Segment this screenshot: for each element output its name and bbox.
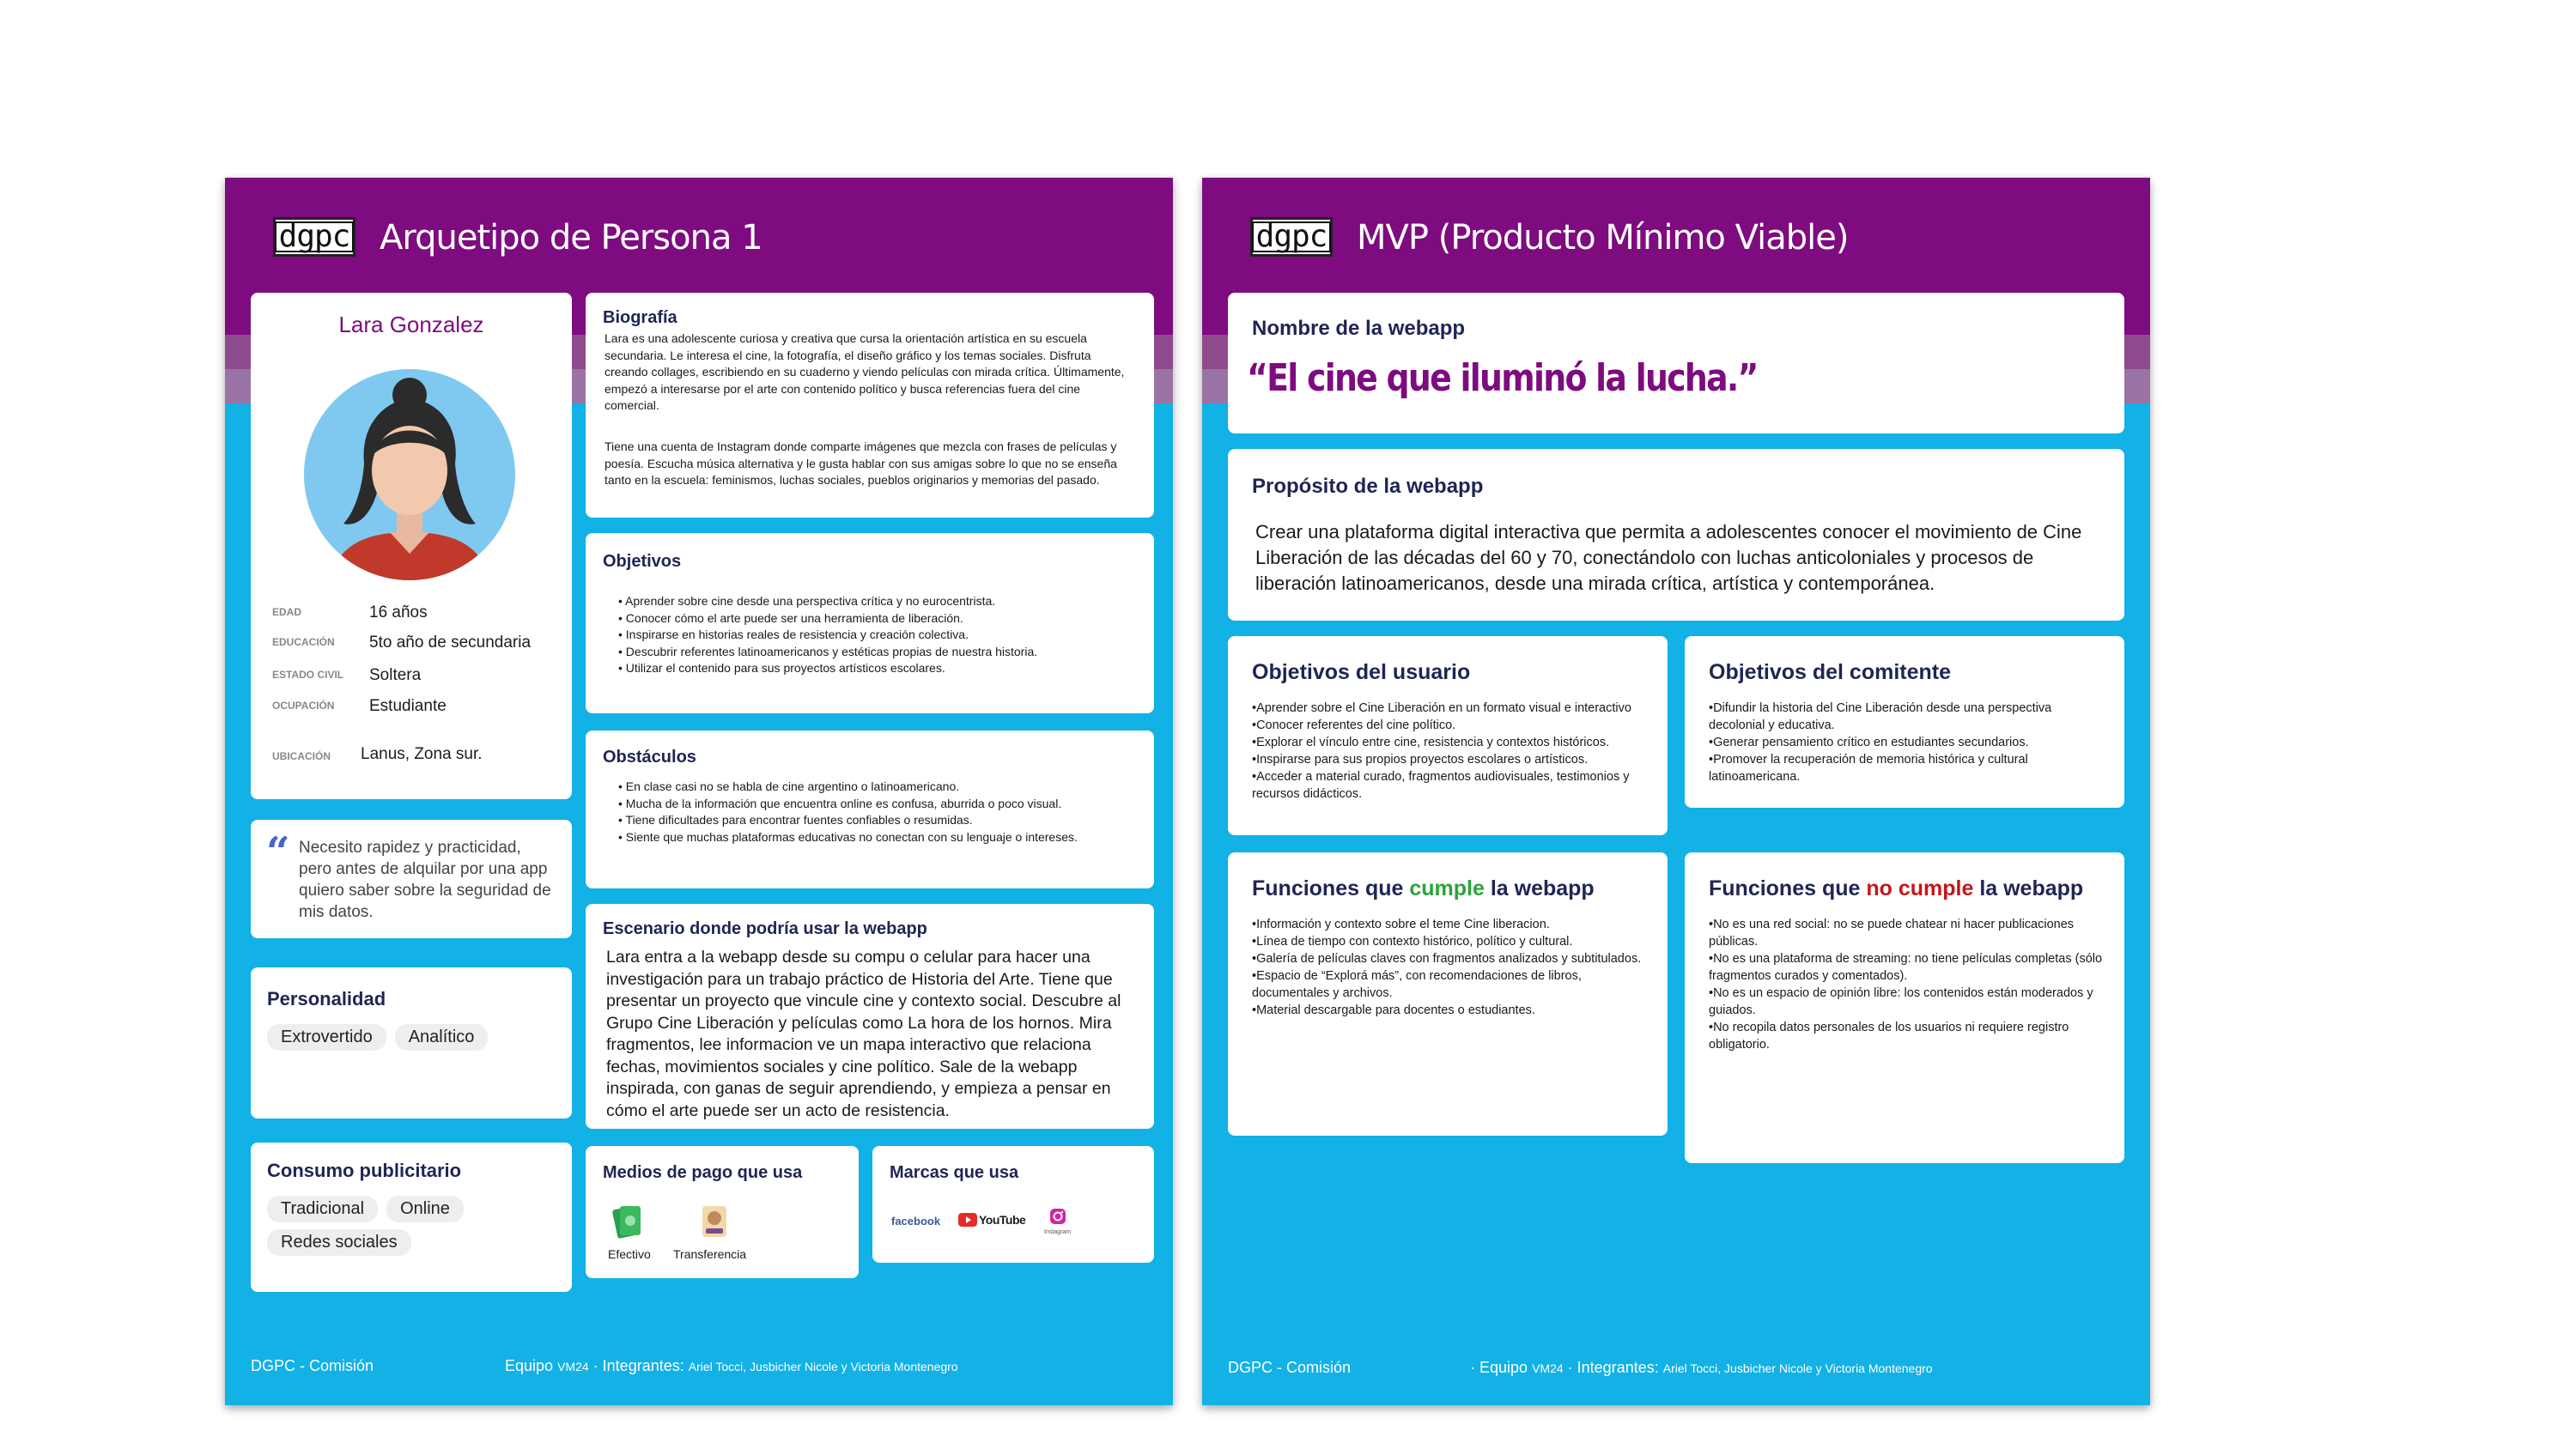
webapp-name: “El cine que iluminó la lucha.” <box>1247 356 1758 400</box>
dgpc-logo: dgpc <box>1250 217 1333 257</box>
footer-names: Ariel Tocci, Jusbicher Nicole y Victoria Montenegro <box>688 1360 958 1373</box>
cash-icon <box>611 1203 646 1245</box>
footer-integrantes: · Integrantes: <box>1567 1359 1659 1376</box>
personality-title: Personalidad <box>267 988 386 1009</box>
nombre-title: Nombre de la webapp <box>1252 317 1466 340</box>
objetivos-list <box>618 593 1133 677</box>
list-item: • Tiene dificultades para encontrar fuentes confiables o resumidas. <box>618 813 973 827</box>
escenario-card <box>586 904 1154 1129</box>
list-item: • Utilizar el contenido para sus proyectos artísticos escolares. <box>618 661 945 675</box>
footer-names: Ariel Tocci, Jusbicher Nicole y Victoria Montenegro <box>1662 1361 1933 1375</box>
list-item: • Siente que muchas plataformas educativas no conectan con su lenguaje o intereses. <box>618 829 1078 844</box>
sheet-title: MVP (Producto Mínimo Viable) <box>1357 218 1849 258</box>
field-value-ocupacion: Estudiante <box>369 697 447 715</box>
quote-mark-icon: “ <box>266 828 290 876</box>
field-label-estado-civil: ESTADO CIVIL <box>272 669 344 681</box>
list-item: •Promover la recuperación de memoria histórica y cultural latinoamericana. <box>1709 753 2028 784</box>
chip-redes-sociales: Redes sociales <box>267 1229 411 1256</box>
biografia-card <box>586 293 1154 518</box>
marcas-card <box>872 1146 1154 1263</box>
list-item: •Aprender sobre el Cine Liberación en un formato visual e interactivo <box>1252 701 1631 715</box>
marcas-title: Marcas que usa <box>890 1163 1019 1182</box>
youtube-logo <box>958 1213 1025 1227</box>
list-item: • Aprender sobre cine desde una perspectiva crítica y no eurocentrista. <box>618 594 996 608</box>
field-value-educacion: 5to año de secundaria <box>369 634 532 652</box>
footer-left: DGPC - Comisión <box>1228 1359 1352 1376</box>
list-item: • Conocer cómo el arte puede ser una herramienta de liberación. <box>618 610 963 625</box>
no-cumple-title: Funciones que no cumple la webapp <box>1709 876 2084 900</box>
obstaculos-title: Obstáculos <box>603 748 696 767</box>
consumo-chips <box>267 1196 559 1263</box>
personality-card <box>251 967 572 1119</box>
list-item: • Descubrir referentes latinoamericanos y estéticas propias de nuestra historia. <box>618 644 1038 658</box>
list-item: •Inspirarse para sus propios proyectos escolares o artísticos. <box>1252 753 1589 767</box>
objetivos-usuario-list <box>1252 700 1647 803</box>
no-cumple-card <box>1685 852 2124 1163</box>
list-item: •No es un espacio de opinión libre: los contenidos están moderados y guiados. <box>1709 986 2093 1017</box>
youtube-icon <box>958 1213 977 1227</box>
biografia-p2: Tiene una cuenta de Instagram donde comparte imágenes que mezcla con frases de películas y poesía. Escucha música alternativa y le gusta hablar con sus amigas sobre lo que no se enseña tanto en la escuela: feminismos, luchas sociales, pueblos originarios y memorias del pasado. <box>605 440 1117 487</box>
cumple-title: Funciones que cumple la webapp <box>1252 876 1595 900</box>
list-item: • Mucha de la información que encuentra online es confusa, aburrida o poco visual. <box>618 796 1062 810</box>
objetivos-usuario-title: Objetivos del usuario <box>1252 660 1471 684</box>
no-cumple-highlight: no cumple <box>1866 876 1974 900</box>
objetivos-usuario-card <box>1228 636 1668 835</box>
list-item: •Línea de tiempo con contexto histórico, político y cultural. <box>1252 935 1573 949</box>
footer-team <box>1470 1359 1933 1377</box>
avatar <box>304 369 515 585</box>
list-item: •No recopila datos personales de los usuarios ni requiere registro obligatorio. <box>1709 1021 2069 1052</box>
cumple-list <box>1252 916 1647 1019</box>
quote-card <box>251 820 572 938</box>
pago-card <box>586 1146 859 1278</box>
list-item: •No es una plataforma de streaming: no tiene películas completas (sólo fragmentos curados y comentados). <box>1709 952 2103 983</box>
footer-code: VM24 <box>1532 1361 1564 1375</box>
pago-title: Medios de pago que usa <box>603 1163 803 1182</box>
proposito-card <box>1228 449 2124 621</box>
list-item: •Acceder a material curado, fragmentos audiovisuales, testimonios y recursos didácticos. <box>1252 770 1630 801</box>
profile-card <box>251 293 572 799</box>
field-value-ubicacion: Lanus, Zona sur. <box>361 745 483 763</box>
consumo-title: Consumo publicitario <box>267 1160 462 1181</box>
objetivos-comitente-card <box>1685 636 2124 808</box>
instagram-text: Instagram <box>1044 1229 1072 1235</box>
footer-integrantes: · Integrantes: <box>592 1357 684 1374</box>
list-item: •Difundir la historia del Cine Liberación desde una perspectiva decolonial y educativa. <box>1709 701 2052 732</box>
list-item: •Explorar el vínculo entre cine, resistencia y contextos históricos. <box>1252 736 1610 749</box>
chip-extrovertido: Extrovertido <box>267 1024 386 1051</box>
list-item: •Material descargable para docentes o estudiantes. <box>1252 1003 1535 1017</box>
quote-text: Necesito rapidez y practicidad, pero antes de alquilar por una app quiero saber sobre la seguridad de mis datos. <box>299 839 551 921</box>
proposito-title: Propósito de la webapp <box>1252 475 1484 498</box>
pago-transferencia-label: Transferencia <box>673 1247 747 1261</box>
cumple-card <box>1228 852 1668 1136</box>
instagram-logo <box>1044 1208 1071 1235</box>
list-item: •Generar pensamiento crítico en estudiantes secundarios. <box>1709 736 2029 749</box>
field-label-edad: EDAD <box>272 606 302 618</box>
footer-team <box>505 1357 958 1375</box>
persona-sheet <box>225 178 1173 1405</box>
field-value-estado-civil: Soltera <box>369 666 422 684</box>
proposito-text: Crear una plataforma digital interactiva que permita a adolescentes conocer el movimiento de Cine Liberación de las décadas del 60 y 70, conectándolo con luchas anticoloniales y procesos de liberación latinoamericanos, desde una mirada crítica, artística y contemporánea. <box>1255 521 2082 594</box>
field-label-ubicacion: UBICACIÓN <box>272 750 331 762</box>
transfer-icon <box>697 1203 732 1245</box>
consumo-card <box>251 1143 572 1292</box>
list-item: •Información y contexto sobre el teme Cine liberacion. <box>1252 918 1550 931</box>
escenario-text: Lara entra a la webapp desde su compu o celular para hacer una investigación para un trabajo práctico de Historia del Arte. Tiene que presentar un proyecto que vincule cine y contexto social. Descubre al Grupo Cine Liberación y películas como La hora de los hornos. Mira fragmentos, lee informacion ve un mapa interactivo que relaciona fechas, movimientos sociales y cine político. Sale de la webapp inspirada, con ganas de seguir aprendiendo, y empieza a pensar en cómo el arte puede ser un acto de resistencia. <box>606 948 1121 1120</box>
pago-efectivo-label: Efectivo <box>608 1247 651 1261</box>
no-cumple-list <box>1709 916 2104 1053</box>
personality-chips <box>267 1024 496 1058</box>
chip-analitico: Analítico <box>395 1024 489 1051</box>
persona-name: Lara Gonzalez <box>338 312 484 337</box>
youtube-text: YouTube <box>979 1213 1026 1227</box>
footer-left: DGPC - Comisión <box>251 1357 374 1374</box>
sheet-title: Arquetipo de Persona 1 <box>380 218 762 258</box>
footer-code: VM24 <box>557 1360 589 1373</box>
obstaculos-list <box>618 779 1099 846</box>
biografia-p1: Lara es una adolescente curiosa y creativa que cursa la orientación artística en su escuela secundaria. Le interesa el cine, la fotografía, el diseño gráfico y los temas sociales. Disfruta creando collages, escribiendo en su cuaderno y viendo películas con mirada crítica. Últimamente, empezó a interesarse por el arte con contenido político y busca referencias fuera del cine comercial. <box>605 331 1125 412</box>
biografia-title: Biografía <box>603 308 677 327</box>
objetivos-comitente-list <box>1709 700 2104 785</box>
cumple-highlight: cumple <box>1409 876 1485 900</box>
list-item: • Inspirarse en historias reales de resistencia y creación colectiva. <box>618 627 969 641</box>
list-item: •Galería de películas claves con fragmentos analizados y subtitulados. <box>1252 952 1642 966</box>
list-item: •No es una red social: no se puede chatear ni hacer publicaciones públicas. <box>1709 918 2075 949</box>
instagram-icon <box>1049 1208 1066 1225</box>
field-value-edad: 16 años <box>369 603 428 621</box>
dgpc-logo: dgpc <box>273 217 355 257</box>
chip-online: Online <box>386 1196 464 1222</box>
obstaculos-card <box>586 731 1154 888</box>
field-label-educacion: EDUCACIÓN <box>272 636 335 648</box>
chip-tradicional: Tradicional <box>267 1196 378 1222</box>
nombre-card <box>1228 293 2124 433</box>
list-item: • En clase casi no se habla de cine argentino o latinoamericano. <box>618 779 960 793</box>
list-item: •Conocer referentes del cine político. <box>1252 718 1456 732</box>
escenario-title: Escenario donde podría usar la webapp <box>603 919 927 938</box>
list-item: •Espacio de “Explorá más”, con recomendaciones de libros, documentales y archivos. <box>1252 969 1582 1000</box>
field-label-ocupacion: OCUPACIÓN <box>272 700 335 712</box>
footer-equipo: · Equipo <box>1470 1359 1528 1376</box>
objetivos-title: Objetivos <box>603 552 682 571</box>
facebook-logo: facebook <box>891 1215 941 1228</box>
objetivos-card <box>586 533 1154 713</box>
objetivos-comitente-title: Objetivos del comitente <box>1709 660 1952 684</box>
footer-equipo: Equipo <box>505 1357 554 1374</box>
mvp-sheet <box>1202 178 2150 1405</box>
